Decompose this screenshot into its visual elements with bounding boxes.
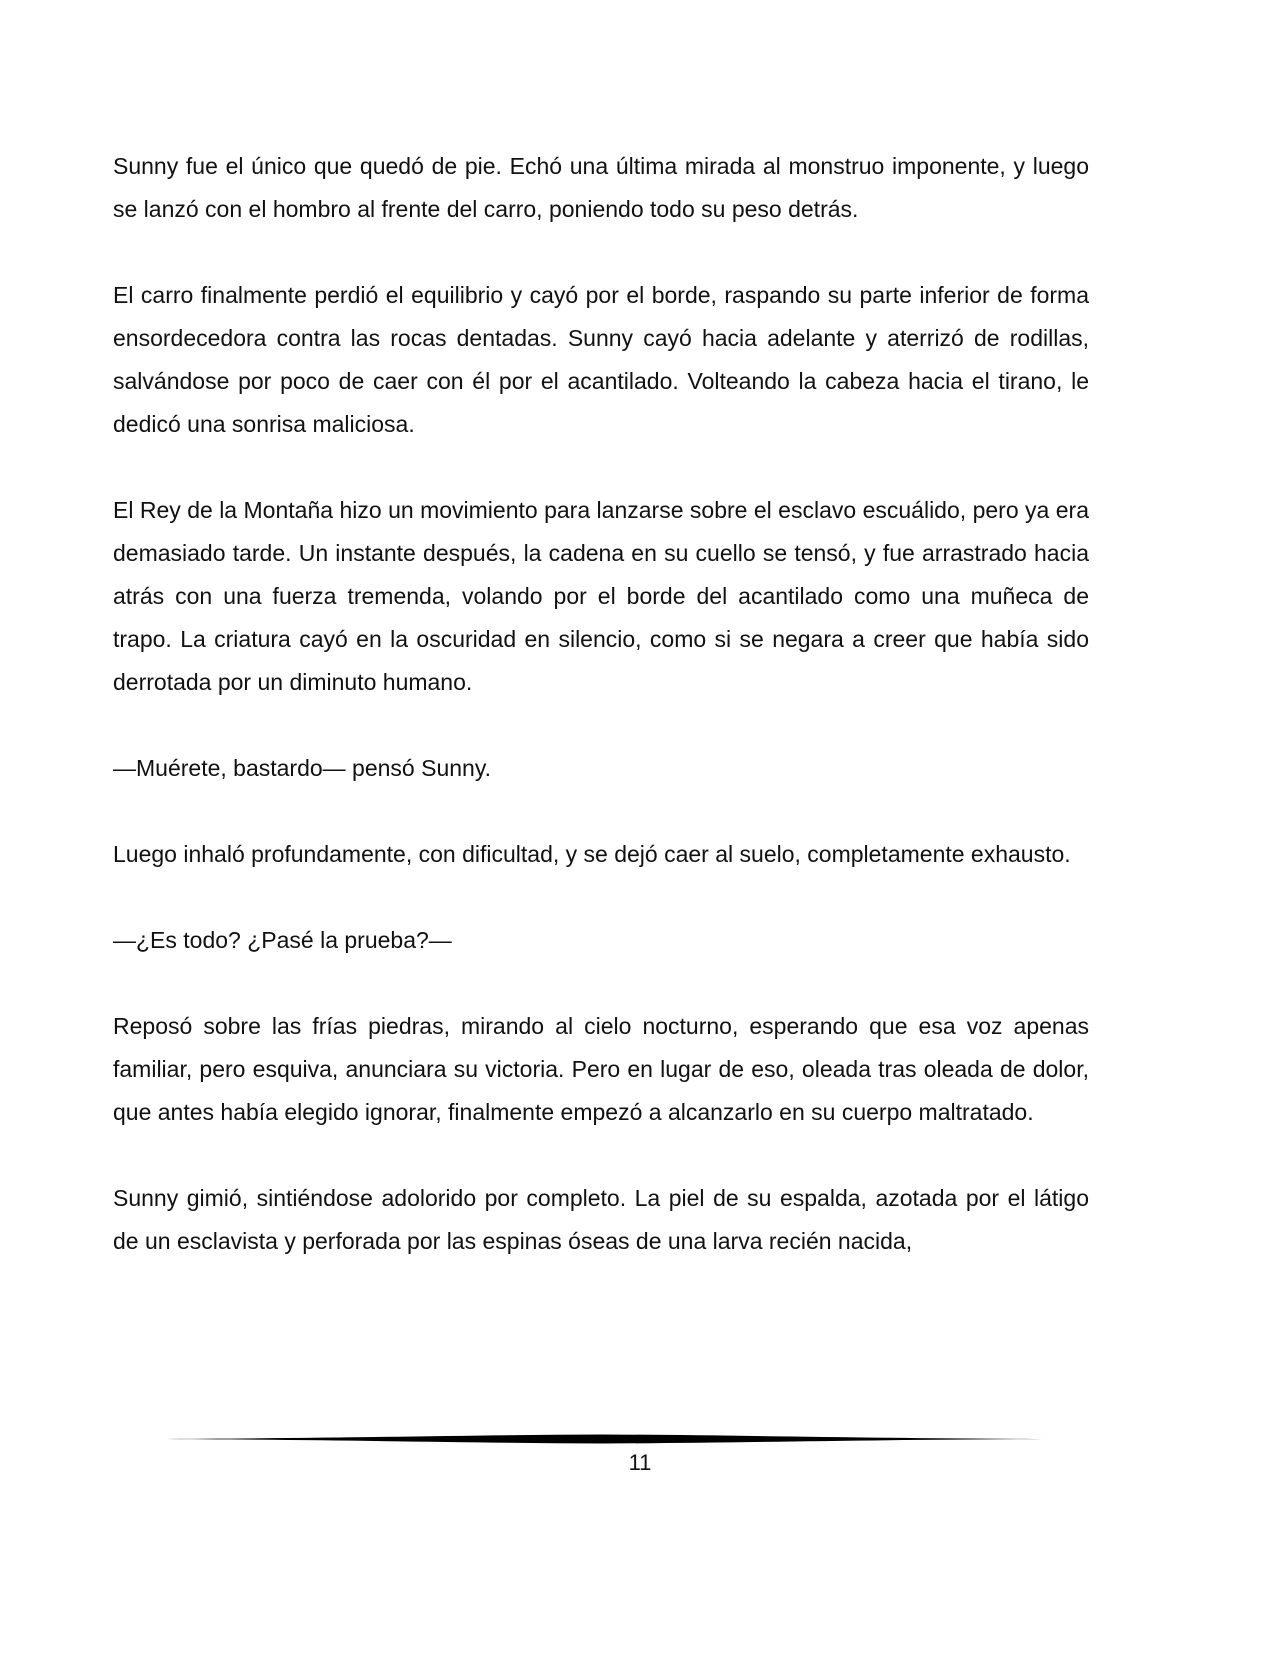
paragraph-5: Luego inhaló profundamente, con dificultad, y se dejó caer al suelo, completamente exhausto.	[113, 841, 1071, 867]
paragraph-4: —Muérete, bastardo— pensó Sunny.	[113, 755, 492, 781]
paragraph-7: Reposó sobre las frías piedras, mirando al cielo nocturno, esperando que esa voz apenas familiar, pero esquiva, anunciara su victoria. Pero en lugar de eso, oleada tras oleada de dolor, que antes había elegido ignorar, finalmente empezó a alcanzarlo en su cuerpo maltratado.	[113, 1013, 1089, 1125]
footer-divider	[152, 1432, 1052, 1446]
paragraph-3: El Rey de la Montaña hizo un movimiento para lanzarse sobre el esclavo escuálido, pero ya era demasiado tarde. Un instante después, la cadena en su cuello se tensó, y fue arrastrado hacia atrás con una fuerza tremenda, volando por el borde del acantilado como una muñeca de trapo. La criatura cayó en la oscuridad en silencio, como si se negara a creer que había sido derrotada por un diminuto humano.	[113, 497, 1089, 695]
paragraph-2: El carro finalmente perdió el equilibrio y cayó por el borde, raspando su parte inferior de forma ensordecedora contra las rocas dentadas. Sunny cayó hacia adelante y aterrizó de rodillas, salvándose por poco de caer con él por el acantilado. Volteando la cabeza hacia el tirano, le dedicó una sonrisa maliciosa.	[113, 282, 1089, 437]
paragraph-8: Sunny gimió, sintiéndose adolorido por completo. La piel de su espalda, azotada por el látigo de un esclavista y perforada por las espinas óseas de una larva recién nacida,	[113, 1185, 1089, 1254]
body-text	[113, 145, 1089, 1263]
page-number: 11	[628, 1450, 652, 1475]
paragraph-6: —¿Es todo? ¿Pasé la prueba?—	[113, 927, 452, 953]
paragraph-1: Sunny fue el único que quedó de pie. Echó una última mirada al monstruo imponente, y luego se lanzó con el hombro al frente del carro, poniendo todo su peso detrás.	[113, 153, 1089, 222]
footer-divider-shape	[152, 1435, 1052, 1444]
